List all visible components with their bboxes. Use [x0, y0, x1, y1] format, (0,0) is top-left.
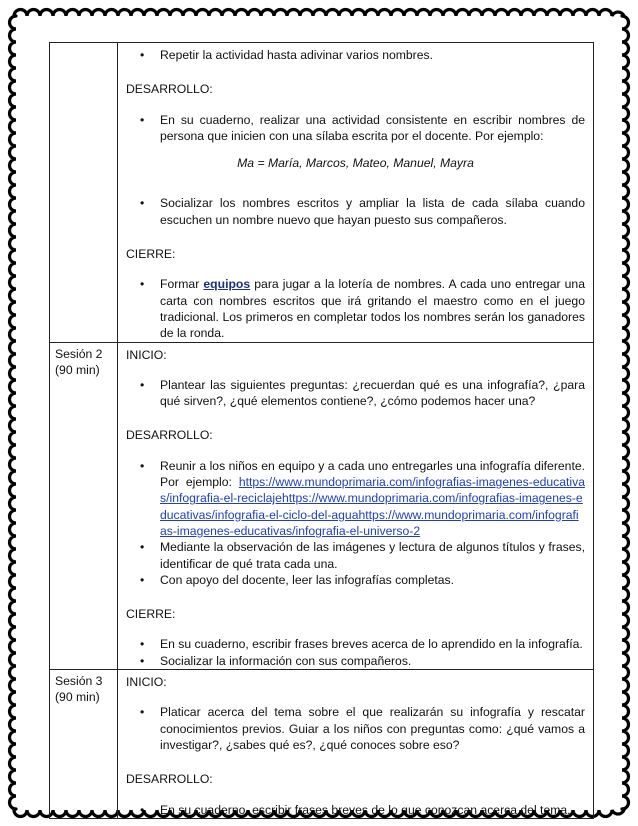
session-duration: (90 min): [55, 690, 100, 705]
section-label-desarrollo: DESARROLLO:: [126, 772, 213, 787]
example-names: Ma = María, Marcos, Mateo, Manuel, Mayra: [237, 156, 474, 171]
session-number: Sesión 2: [55, 346, 103, 361]
session-2-content: [118, 342, 594, 669]
list-item: • Plantear las siguientes preguntas: ¿recuerdan qué es una infografía?, ¿para qué sirven?, ¿qué elementos contiene?, ¿cómo podemos hacer una?: [160, 377, 585, 410]
infografia-link-reciclaje[interactable]: https://www.mundoprimaria.com/infografias-imagenes-educativas/infografia-el-reciclaje: [160, 475, 585, 506]
list-item: • Socializar los nombres escritos y ampliar la lista de cada sílaba cuando escuchen un nombre nuevo que hayan puesto sus compañeros.: [160, 195, 585, 228]
session-duration: (90 min): [55, 362, 100, 377]
list-item: [160, 458, 585, 539]
section-label-inicio: INICIO:: [126, 675, 167, 690]
list-item-text: para jugar a la lotería de nombres. A cada uno entregar una carta con nombres escritos que irá gritando el maestro como en el juego tradicional. Los primeros en completar todos los nombres serán los ganadores de la ronda.: [160, 277, 585, 341]
list-item: • En su cuaderno, realizar una actividad consistente en escribir nombres de persona que inicien con una sílaba escrita por el docente. Por ejemplo:: [160, 112, 585, 145]
table-row: [50, 670, 594, 819]
session-1-content: [118, 43, 594, 343]
list-item: • En su cuaderno, escribir frases breves de lo que conozcan acerca del tema.: [160, 802, 585, 818]
list-item-text: Reunir a los niños en equipo y a cada uno entregarles una infografía diferente. Por ejemplo:: [160, 458, 585, 490]
section-label-inicio: INICIO:: [126, 347, 167, 362]
session-cell-empty: [50, 43, 118, 343]
session-cell: [50, 670, 118, 819]
section-label-cierre: CIERRE:: [126, 247, 176, 262]
session-number: Sesión 3: [55, 674, 103, 689]
list-item: • Mediante la observación de las imágenes y lectura de algunos títulos y frases, identificar de qué trata cada una.: [160, 539, 585, 572]
lesson-plan-table: [49, 42, 594, 819]
list-item: [160, 276, 585, 341]
section-label-cierre: CIERRE:: [126, 607, 176, 622]
section-label-desarrollo: DESARROLLO:: [126, 428, 213, 443]
table-row: [50, 43, 594, 343]
list-item: • Platicar acerca del tema sobre el que realizarán su infografía y rescatar conocimientos previos. Guiar a los niños con preguntas como: ¿qué vamos a investigar?, ¿sabes qué es?, ¿qué conoces sobre eso?: [160, 704, 585, 753]
list-item: • Con apoyo del docente, leer las infografías completas.: [160, 572, 585, 588]
list-item-text: Formar: [160, 277, 204, 292]
session-cell: [50, 342, 118, 669]
table-row: [50, 342, 594, 669]
session-3-content: [118, 670, 594, 819]
section-label-desarrollo: DESARROLLO:: [126, 82, 213, 97]
infografia-link-ciclo-agua[interactable]: https://www.mundoprimaria.com/infografias-imagenes-educativas/infografia-el-ciclo-del-agua: [160, 491, 583, 522]
infografia-link-universo[interactable]: https://www.mundoprimaria.com/infografias-imagenes-educativas/infografia-el-universo-2: [160, 507, 579, 538]
equipos-emphasis: equipos: [203, 277, 251, 292]
list-item: • En su cuaderno, escribir frases breves acerca de lo aprendido en la infografía.: [160, 636, 585, 652]
list-item: • Repetir la actividad hasta adivinar varios nombres.: [160, 47, 585, 63]
list-item: • Socializar la información con sus compañeros.: [160, 653, 585, 669]
